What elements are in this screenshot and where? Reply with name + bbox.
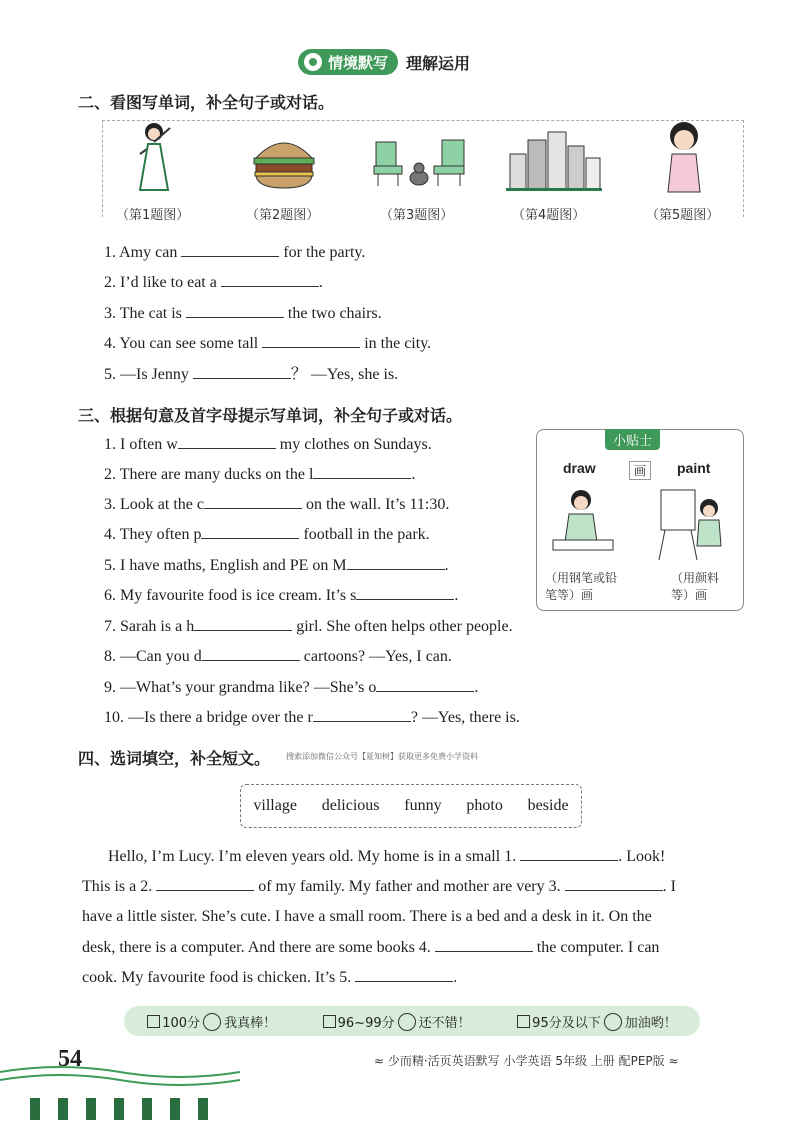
- word-bank-item: photo: [466, 797, 503, 814]
- caption-2: （第2题图）: [246, 208, 320, 223]
- tip-left-note: （用钢笔或铅 笔等）画: [545, 571, 618, 602]
- s3-item-3: 3. Look at the c on the wall. It’s 11:30.: [104, 496, 450, 513]
- answer-blank[interactable]: [435, 937, 533, 952]
- passage-line-2: This is a 2. of my family. My father and mother are very 3. . I: [82, 878, 676, 895]
- face-icon: [398, 1013, 416, 1031]
- caption-5: （第5题图）: [646, 208, 720, 223]
- word-bank-item: delicious: [321, 797, 380, 814]
- word-bank-item: beside: [527, 797, 569, 814]
- s3-item-1: 1. I often w my clothes on Sundays.: [104, 436, 432, 453]
- s3-item-4: 4. They often p football in the park.: [104, 526, 430, 543]
- s2-item-3: 3. The cat is the two chairs.: [104, 305, 382, 322]
- checkbox-icon[interactable]: [323, 1015, 336, 1028]
- s3-item-10: 10. —Is there a bridge over the r ? —Yes, there is.: [104, 709, 520, 726]
- banner-subtitle: 理解运用: [406, 53, 471, 73]
- s2-item-4: 4. You can see some tall in the city.: [104, 335, 432, 352]
- answer-blank[interactable]: [262, 333, 360, 348]
- buildings-icon: [506, 130, 602, 192]
- tip-box: [536, 429, 744, 611]
- passage-line-5: cook. My favourite food is chicken. It’s 5. .: [82, 969, 458, 986]
- s2-item-5: 5. —Is Jenny ？ —Yes, she is.: [104, 366, 399, 383]
- score-option-3[interactable]: 95分及以下 加油哟！: [517, 1012, 677, 1031]
- answer-blank[interactable]: [193, 364, 291, 379]
- face-icon: [203, 1013, 221, 1031]
- answer-blank[interactable]: [221, 272, 319, 287]
- answer-blank[interactable]: [313, 707, 411, 722]
- s3-item-2: 2. There are many ducks on the l .: [104, 466, 416, 483]
- answer-blank[interactable]: [202, 646, 300, 661]
- tip-middle: 画: [629, 461, 651, 480]
- checkbox-icon[interactable]: [147, 1015, 160, 1028]
- tip-right-word: paint: [677, 460, 711, 476]
- checkbox-icon[interactable]: [517, 1015, 530, 1028]
- s3-item-9: 9. —What’s your grandma like? —She’s o .: [104, 679, 479, 696]
- score-bar: [124, 1006, 700, 1036]
- tip-left-word: draw: [563, 460, 596, 476]
- caption-4: （第4题图）: [512, 208, 586, 223]
- dancing-girl-icon: [126, 118, 186, 200]
- watermark-text: 搜索添加微信公众号【夏知树】获取更多免费小学资料: [286, 752, 478, 761]
- score-option-2[interactable]: 96~99分 还不错！: [323, 1012, 471, 1031]
- section4-heading: 四、选词填空，补全短文。: [78, 749, 271, 768]
- answer-blank[interactable]: [186, 303, 284, 318]
- passage-line-4: desk, there is a computer. And there are some books 4. the computer. I can: [82, 939, 660, 956]
- face-icon: [604, 1013, 622, 1031]
- answer-blank[interactable]: [201, 524, 299, 539]
- answer-blank[interactable]: [356, 585, 454, 600]
- answer-blank[interactable]: [355, 967, 453, 982]
- tip-right-note: （用颜料 等）画: [671, 571, 720, 602]
- word-bank-item: village: [253, 797, 297, 814]
- answer-blank[interactable]: [313, 464, 411, 479]
- word-bank: [240, 784, 582, 828]
- page-number: 54: [58, 1046, 82, 1072]
- s2-item-1: 1. Amy can for the party.: [104, 244, 366, 261]
- section3-heading: 三、根据句意及首字母提示写单词，补全句子或对话。: [78, 406, 463, 425]
- caption-3: （第3题图）: [380, 208, 454, 223]
- painting-girl-icon: [655, 486, 725, 562]
- s3-item-6: 6. My favourite food is ice cream. It’s s .: [104, 587, 459, 604]
- answer-blank[interactable]: [520, 846, 618, 861]
- caption-1: （第1题图）: [116, 208, 190, 223]
- passage-line-1: Hello, I’m Lucy. I’m eleven years old. My home is in a small 1. . Look!: [108, 848, 666, 865]
- answer-blank[interactable]: [181, 242, 279, 257]
- answer-blank[interactable]: [347, 555, 445, 570]
- answer-blank[interactable]: [376, 677, 474, 692]
- answer-blank[interactable]: [194, 616, 292, 631]
- section-banner: [298, 48, 470, 76]
- passage-line-3: have a little sister. She’s cute. I have a small room. There is a bed and a desk in it. On the: [82, 908, 652, 925]
- answer-blank[interactable]: [156, 876, 254, 891]
- page-decoration-icon: [0, 1062, 240, 1132]
- score-option-1[interactable]: 100分 我真棒！: [147, 1012, 276, 1031]
- footer-text: ≈ 少而精·活页英语默写 小学英语 5年级 上册 配PEP版 ≈: [374, 1054, 679, 1068]
- s3-item-8: 8. —Can you d cartoons? —Yes, I can.: [104, 648, 452, 665]
- girl-jenny-icon: [660, 120, 708, 196]
- badge-icon: [304, 53, 322, 71]
- s3-item-7: 7. Sarah is a h girl. She often helps other people.: [104, 618, 513, 635]
- answer-blank[interactable]: [204, 494, 302, 509]
- chairs-cat-icon: [372, 134, 468, 190]
- drawing-girl-icon: [551, 486, 615, 558]
- word-bank-item: funny: [404, 797, 442, 814]
- answer-blank[interactable]: [178, 434, 276, 449]
- banner-pill: [298, 49, 398, 75]
- banner-title: 情境默写: [328, 53, 389, 72]
- answer-blank[interactable]: [565, 876, 663, 891]
- section2-heading: 二、看图写单词，补全句子或对话。: [78, 93, 335, 112]
- s2-item-2: 2. I’d like to eat a .: [104, 274, 323, 291]
- s3-item-5: 5. I have maths, English and PE on M .: [104, 557, 449, 574]
- hamburger-icon: [250, 134, 318, 190]
- tip-title: 小贴士: [605, 429, 660, 450]
